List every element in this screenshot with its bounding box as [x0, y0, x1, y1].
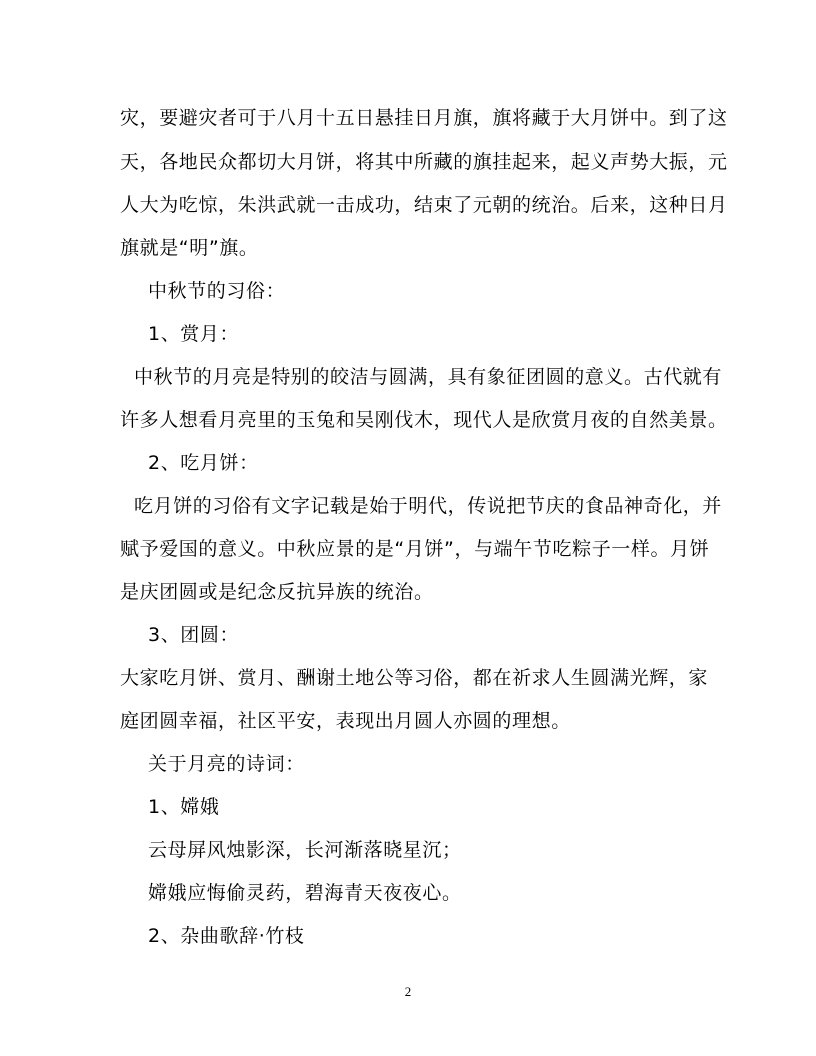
section-heading: 关于月亮的诗词： — [148, 753, 305, 775]
paragraph-line: 是庆团圆或是纪念反抗异族的统治。 — [120, 581, 434, 603]
subsection-heading: 3、团圆： — [148, 624, 240, 646]
paragraph-line: 吃月饼的习俗有文字记载是始于明代，传说把节庆的食品神奇化，并 — [134, 495, 723, 517]
paragraph-line: 庭团圆幸福，社区平安，表现出月圆人亦圆的理想。 — [120, 710, 571, 732]
paragraph-line: 赋予爱国的意义。中秋应景的是“月饼”，与端午节吃粽子一样。月饼 — [120, 538, 710, 560]
paragraph-line: 人大为吃惊，朱洪武就一击成功，结束了元朝的统治。后来，这种日月 — [120, 194, 728, 216]
page-number: 2 — [404, 984, 412, 999]
paragraph-line: 许多人想看月亮里的玉兔和吴刚伐木，现代人是欣赏月夜的自然美景。 — [120, 409, 728, 431]
subsection-heading: 2、吃月饼： — [148, 452, 259, 474]
paragraph-line: 中秋节的月亮是特别的皎洁与圆满，具有象征团圆的意义。古代就有 — [134, 366, 723, 388]
poem-title: 1、嫦娥 — [148, 796, 220, 818]
paragraph-line: 灾，要避灾者可于八月十五日悬挂日月旗，旗将藏于大月饼中。到了这 — [120, 107, 728, 129]
poem-line: 嫦娥应悔偷灵药，碧海青天夜夜心。 — [148, 882, 462, 904]
poem-line: 云母屏风烛影深，长河渐落晓星沉； — [148, 839, 462, 861]
paragraph-line: 大家吃月饼、赏月、酬谢土地公等习俗，都在祈求人生圆满光辉，家 — [120, 667, 709, 689]
section-heading: 中秋节的习俗： — [148, 280, 286, 302]
subsection-heading: 1、赏月： — [148, 323, 240, 345]
paragraph-line: 天，各地民众都切大月饼，将其中所藏的旗挂起来，起义声势大振，元 — [120, 151, 728, 173]
paragraph-line: 旗就是“明”旗。 — [120, 237, 259, 259]
poem-title: 2、杂曲歌辞·竹枝 — [148, 925, 305, 947]
